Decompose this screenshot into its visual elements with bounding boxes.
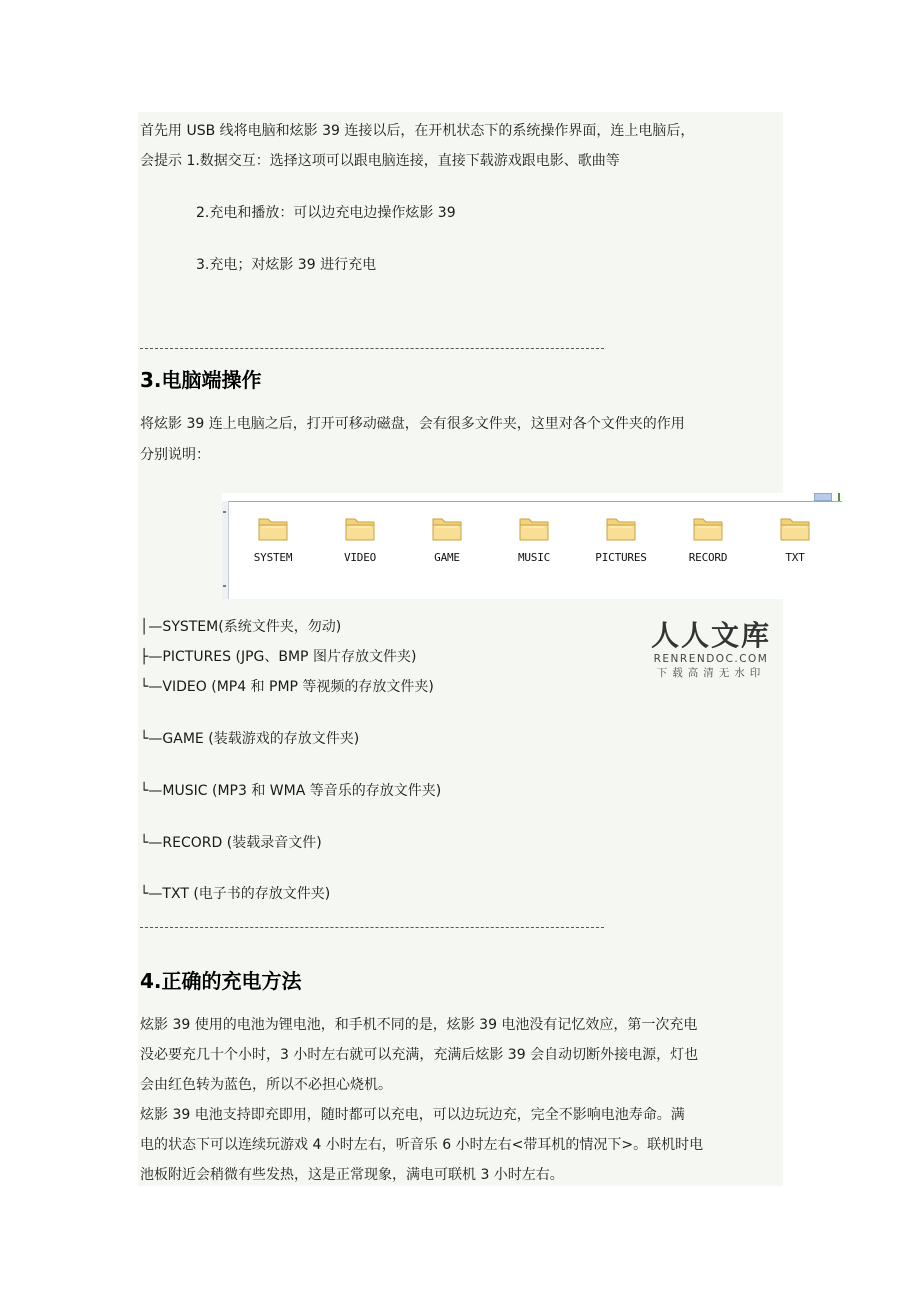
folder-icon bbox=[778, 513, 812, 543]
folder-label: MUSIC bbox=[517, 551, 551, 564]
watermark-subtitle: 下载高清无水印 bbox=[656, 667, 766, 679]
folder-item-txt[interactable] bbox=[760, 513, 830, 564]
section-3-para-line-2: 分别说明： bbox=[140, 447, 210, 463]
section-4-line-3: 会由红色转为蓝色，所以不必担心烧机。 bbox=[140, 1077, 392, 1093]
watermark-logo bbox=[646, 620, 776, 680]
section-4-heading: 4.正确的充电方法 bbox=[140, 969, 302, 993]
explorer-window bbox=[222, 493, 842, 599]
watermark-title: 人人文库 bbox=[650, 619, 771, 652]
folder-item-video[interactable] bbox=[325, 513, 395, 564]
section-4-line-5: 电的状态下可以连续玩游戏 4 小时左右，听音乐 6 小时左右<带耳机的情况下>。联机时电 bbox=[140, 1137, 704, 1153]
divider-1 bbox=[140, 348, 604, 349]
folder-icon bbox=[256, 513, 290, 543]
folder-label: TXT bbox=[785, 551, 805, 564]
folder-item-record[interactable] bbox=[673, 513, 743, 564]
tree-item-video: └—VIDEO (MP4 和 PMP 等视频的存放文件夹) bbox=[140, 679, 434, 695]
intro-line-2: 会提示 1.数据交互：选择这项可以跟电脑连接，直接下载游戏跟电影、歌曲等 bbox=[140, 153, 620, 169]
folder-item-game[interactable] bbox=[412, 513, 482, 564]
intro-item-2: 2.充电和播放：可以边充电边操作炫影 39 bbox=[196, 205, 456, 221]
folder-item-pictures[interactable] bbox=[586, 513, 656, 564]
tree-item-pictures: ├—PICTURES (JPG、BMP 图片存放文件夹) bbox=[140, 649, 417, 665]
tree-item-game: └—GAME (装载游戏的存放文件夹) bbox=[140, 731, 360, 747]
folder-icon bbox=[517, 513, 551, 543]
folder-icon bbox=[691, 513, 725, 543]
divider-2 bbox=[140, 927, 604, 928]
folder-label: VIDEO bbox=[343, 551, 377, 564]
section-4-line-4: 炫影 39 电池支持即充即用，随时都可以充电，可以边玩边充，完全不影响电池寿命。满 bbox=[140, 1107, 685, 1123]
section-3-para-line-1: 将炫影 39 连上电脑之后，打开可移动磁盘，会有很多文件夹，这里对各个文件夹的作用 bbox=[140, 416, 685, 432]
scrollbar-button[interactable] bbox=[814, 493, 832, 501]
explorer-left-pane bbox=[222, 501, 229, 599]
folder-label: RECORD bbox=[688, 551, 728, 564]
tree-item-music: └—MUSIC (MP3 和 WMA 等音乐的存放文件夹) bbox=[140, 783, 442, 799]
folder-item-system[interactable] bbox=[238, 513, 308, 564]
section-4-line-1: 炫影 39 使用的电池为锂电池，和手机不同的是，炫影 39 电池没有记忆效应，第一次充电 bbox=[140, 1017, 698, 1033]
section-3-heading: 3.电脑端操作 bbox=[140, 368, 262, 392]
scrollbar-indicator bbox=[838, 493, 840, 501]
tree-item-system: │—SYSTEM(系统文件夹，勿动) bbox=[140, 619, 342, 635]
folder-item-music[interactable] bbox=[499, 513, 569, 564]
folder-icon bbox=[430, 513, 464, 543]
section-4-line-6: 池板附近会稍微有些发热，这是正常现象，满电可联机 3 小时左右。 bbox=[140, 1167, 564, 1183]
folder-icon bbox=[604, 513, 638, 543]
folder-label: GAME bbox=[434, 551, 460, 564]
tree-item-record: └—RECORD (装载录音文件) bbox=[140, 835, 322, 851]
folder-label: SYSTEM bbox=[253, 551, 293, 564]
section-4-line-2: 没必要充几十个小时，3 小时左右就可以充满，充满后炫影 39 会自动切断外接电源，灯也 bbox=[140, 1047, 699, 1063]
tree-item-txt: └—TXT (电子书的存放文件夹) bbox=[140, 886, 331, 902]
intro-line-1: 首先用 USB 线将电脑和炫影 39 连接以后，在开机状态下的系统操作界面，连上电脑后， bbox=[140, 123, 695, 139]
folder-icon bbox=[343, 513, 377, 543]
explorer-top-border bbox=[222, 501, 842, 502]
folder-label: PICTURES bbox=[595, 551, 647, 564]
intro-item-3: 3.充电；对炫影 39 进行充电 bbox=[196, 257, 377, 273]
watermark-url: RENRENDOC.COM bbox=[653, 653, 769, 665]
